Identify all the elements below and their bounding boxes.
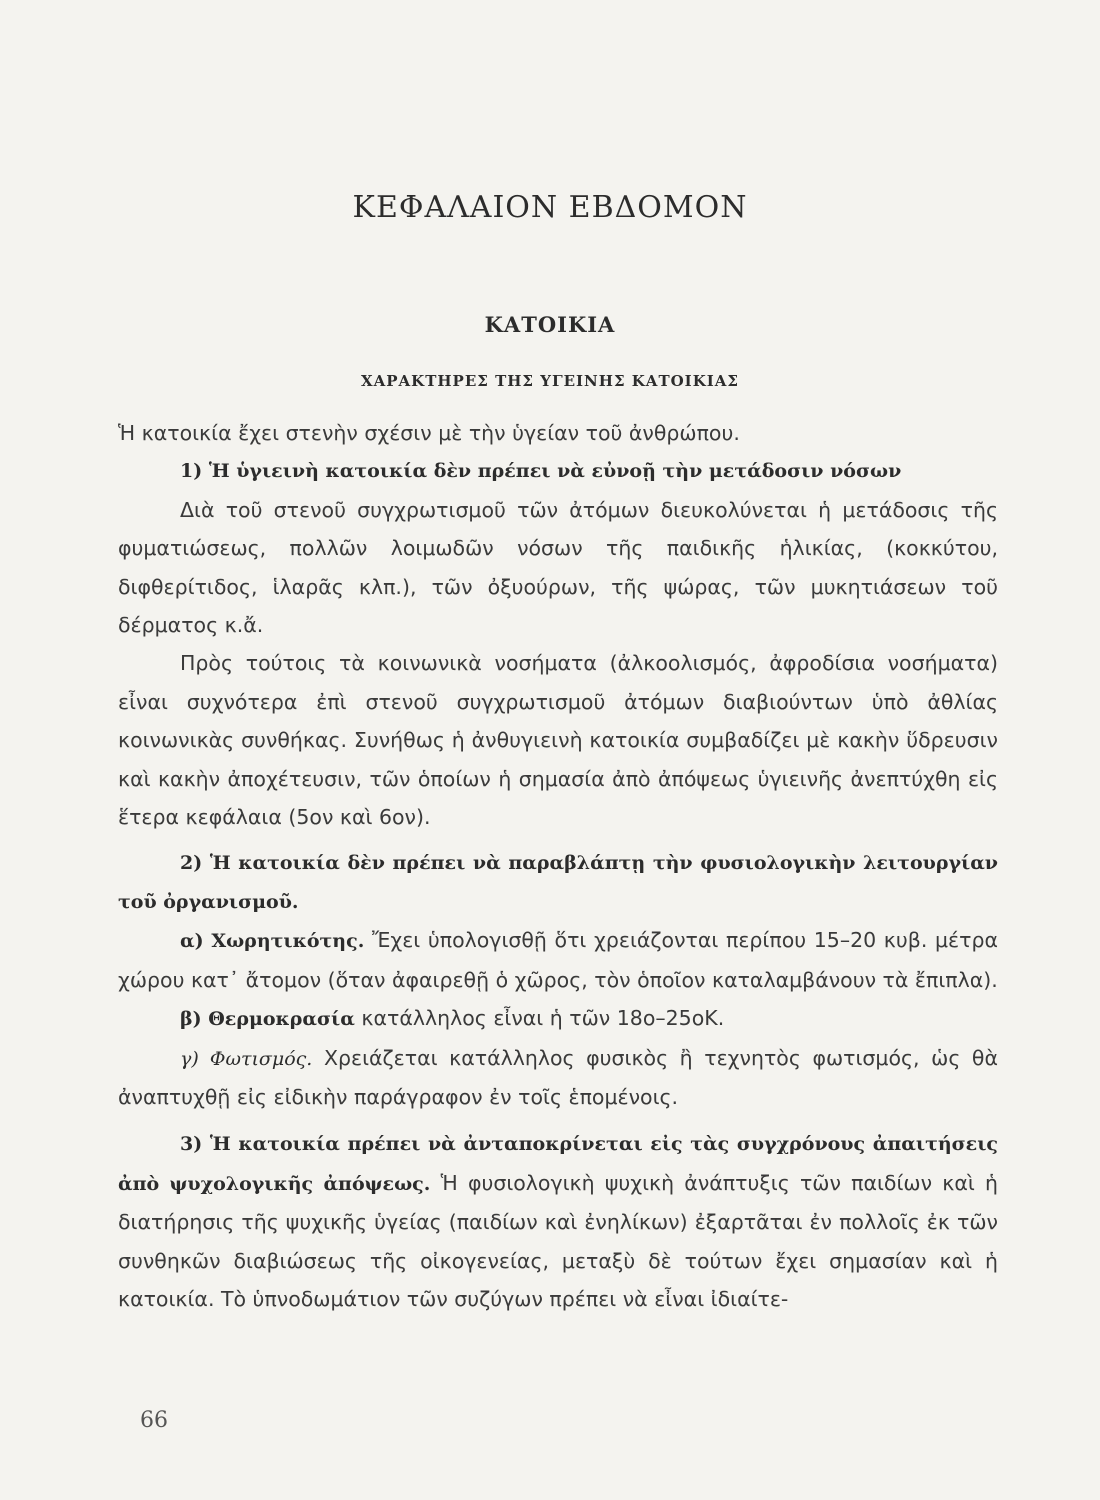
section-title: ΚΑΤΟΙΚΙΑ bbox=[484, 312, 616, 337]
item-c-text: Χρειάζεται κατάλληλος φυσικὸς ἢ τεχνητὸς φωτισμός, ὡς θὰ ἀναπτυχθῇ εἰς εἰδικὴν παράγραφον ἐν τοῖς ἑπομένοις. bbox=[118, 1045, 998, 1109]
section-3-heading: 3) Ἡ κατοικία πρέπει νὰ ἀνταποκρίνεται εἰς τὰς συγχρόνους ἀπαιτήσεις ἀπὸ ψυχολογικῆς ἀπόψεως. bbox=[118, 1133, 998, 1195]
item-c-paragraph bbox=[118, 1039, 998, 1117]
intro-paragraph: Ἡ κατοικία ἔχει στενὴν σχέσιν μὲ τὴν ὑγείαν τοῦ ἀνθρώπου. bbox=[118, 421, 740, 445]
page-number: 66 bbox=[140, 1408, 168, 1433]
section-1-paragraph-1: Διὰ τοῦ στενοῦ συγχρωτισμοῦ τῶν ἀτόμων διευκολύνεται ἡ μετάδοσις τῆς φυματιώσεως, πολλῶν λοιμωδῶν νόσων τῆς παιδικῆς ἡλικίας, (κοκκύτου, διφθερίτιδος, ἱλαρᾶς κλπ.), τῶν ὀξυούρων, τῆς ψώρας, τῶν μυκητιάσεων τοῦ δέρματος κ.ἄ. bbox=[118, 497, 998, 638]
body-text bbox=[118, 414, 998, 1318]
section-1-paragraph-2: Πρὸς τούτοις τὰ κοινωνικὰ νοσήματα (ἀλκοολισμός, ἀφροδίσια νοσήματα) εἶναι συχνότερα ἐπὶ στενοῦ συγχρωτισμοῦ ἀτόμων διαβιούντων ὑπὸ ἀθλίας κοινωνικὰς συνθήκας. Συνήθως ἡ ἀνθυγιεινὴ κατοικία συμβαδίζει μὲ κακὴν ὕδρευσιν καὶ κακὴν ἀποχέτευσιν, τῶν ὁποίων ἡ σημασία ἀπὸ ἀπόψεως ὑγιεινῆς ἀνεπτύχθη εἰς ἕτερα κεφάλαια (5ον καὶ 6ον). bbox=[118, 651, 998, 830]
item-b-text: κατάλληλος εἶναι ἡ τῶν 18ο–25οΚ. bbox=[361, 1006, 725, 1031]
item-b-label: β) Θερμοκρασία bbox=[180, 1008, 355, 1031]
chapter-title: ΚΕΦΑΛΑΙΟΝ ΕΒΔΟΜΟΝ bbox=[352, 190, 748, 225]
item-b-paragraph bbox=[118, 999, 998, 1038]
section-1-heading: 1) Ἡ ὑγιεινὴ κατοικία δὲν πρέπει νὰ εὐνοῇ τὴν μετάδοσιν νόσων bbox=[180, 460, 902, 483]
item-a-text: Ἔχει ὑπολογισθῇ ὅτι χρειάζονται περίπου 15–20 κυβ. μέτρα χώρου κατ᾽ ἄτομον (ὅταν ἀφαιρεθῇ ὁ χῶρος, τὸν ὁποῖον καταλαμβάνουν τὰ ἔπιπλα). bbox=[118, 928, 998, 992]
subsection-title: ΧΑΡΑΚΤΗΡΕΣ ΤΗΣ ΥΓΕΙΝΗΣ ΚΑΤΟΙΚΙΑΣ bbox=[360, 372, 739, 390]
item-c-label: γ) Φωτισμός. bbox=[180, 1047, 313, 1070]
item-a-paragraph bbox=[118, 921, 998, 999]
section-3-text: Ἡ φυσιολογικὴ ψυχικὴ ἀνάπτυξις τῶν παιδίων καὶ ἡ διατήρησις τῆς ψυχικῆς ὑγείας (παιδίων καὶ ἐνηλίκων) ἐξαρτᾶται ἐν πολλοῖς ἐκ τῶν συνθηκῶν διαβιώσεως τῆς οἰκογενείας, μεταξὺ δὲ τούτων ἔχει σημασίαν καὶ ἡ κατοικία. Τὸ ὑπνοδωμάτιον τῶν συζύγων πρέπει νὰ εἶναι ἰδιαίτε- bbox=[118, 1170, 998, 1311]
section-3-paragraph bbox=[118, 1124, 998, 1318]
section-2-heading: 2) Ἡ κατοικία δὲν πρέπει νὰ παραβλάπτῃ τὴν φυσιολογικὴν λειτουργίαν τοῦ ὀργανισμοῦ. bbox=[118, 852, 998, 913]
item-a-label: α) Χωρητικότης. bbox=[180, 930, 365, 953]
